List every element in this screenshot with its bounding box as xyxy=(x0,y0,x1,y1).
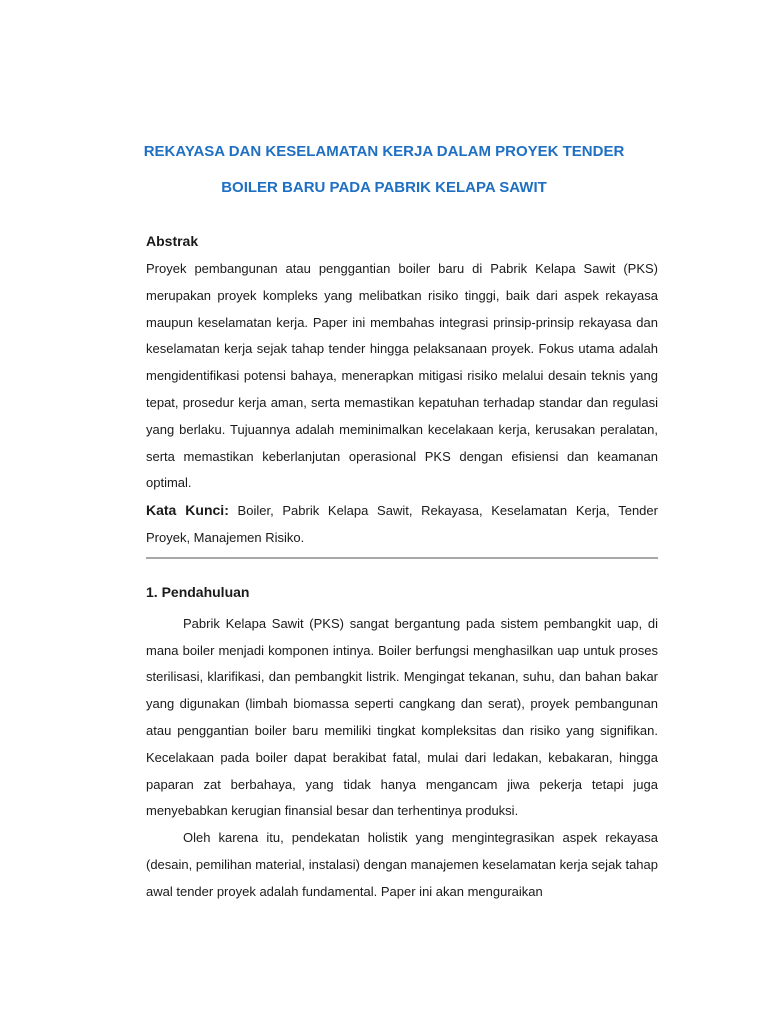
document-title xyxy=(0,134,768,206)
keywords-text: Boiler, Pabrik Kelapa Sawit, Rekayasa, Keselamatan Kerja, Tender Proyek, Manajemen Risiko. xyxy=(146,503,658,545)
section-divider xyxy=(146,557,658,559)
title-line-1: REKAYASA DAN KESELAMATAN KERJA DALAM PROYEK TENDER xyxy=(143,143,625,160)
section-1-heading: 1. Pendahuluan xyxy=(146,583,250,600)
keywords-paragraph xyxy=(146,497,658,552)
section-1-paragraph-2: Oleh karena itu, pendekatan holistik yang mengintegrasikan aspek rekayasa (desain, pemilihan material, instalasi) dengan manajemen keselamatan kerja sejak tahap awal tender proyek adalah fundamental. Paper ini akan menguraikan xyxy=(146,830,658,899)
title-line-2: BOILER BARU PADA PABRIK KELAPA SAWIT xyxy=(221,179,547,196)
keywords-label: Kata Kunci: xyxy=(146,502,229,519)
abstract-text: Proyek pembangunan atau penggantian boiler baru di Pabrik Kelapa Sawit (PKS) merupakan proyek kompleks yang melibatkan risiko tinggi, baik dari aspek rekayasa maupun keselamatan kerja. Paper ini membahas integrasi prinsip-prinsip rekayasa dan keselamatan kerja sejak tahap tender hingga pelaksanaan proyek. Fokus utama adalah mengidentifikasi potensi bahaya, menerapkan mitigasi risiko melalui desain teknis yang tepat, prosedur kerja aman, serta memastikan kepatuhan terhadap standar dan regulasi yang berlaku. Tujuannya adalah meminimalkan kecelakaan kerja, kerusakan peralatan, serta memastikan keberlanjutan operasional PKS dengan efisiensi dan keamanan optimal. xyxy=(146,261,658,491)
abstract-heading: Abstrak xyxy=(146,233,199,249)
document-body xyxy=(146,226,658,906)
section-1-paragraph-1: Pabrik Kelapa Sawit (PKS) sangat bergantung pada sistem pembangkit uap, di mana boiler menjadi komponen intinya. Boiler berfungsi menghasilkan uap untuk proses sterilisasi, klarifikasi, dan pembangkit listrik. Mengingat tekanan, suhu, dan bahan bakar yang digunakan (limbah biomassa seperti cangkang dan serat), proyek pembangunan atau penggantian boiler baru memiliki tingkat kompleksitas dan risiko yang signifikan. Kecelakaan pada boiler dapat berakibat fatal, mulai dari ledakan, kebakaran, hingga paparan zat berbahaya, yang tidak hanya mengancam jiwa pekerja tetapi juga menyebabkan kerugian finansial besar dan terhentinya produksi. xyxy=(146,615,658,819)
